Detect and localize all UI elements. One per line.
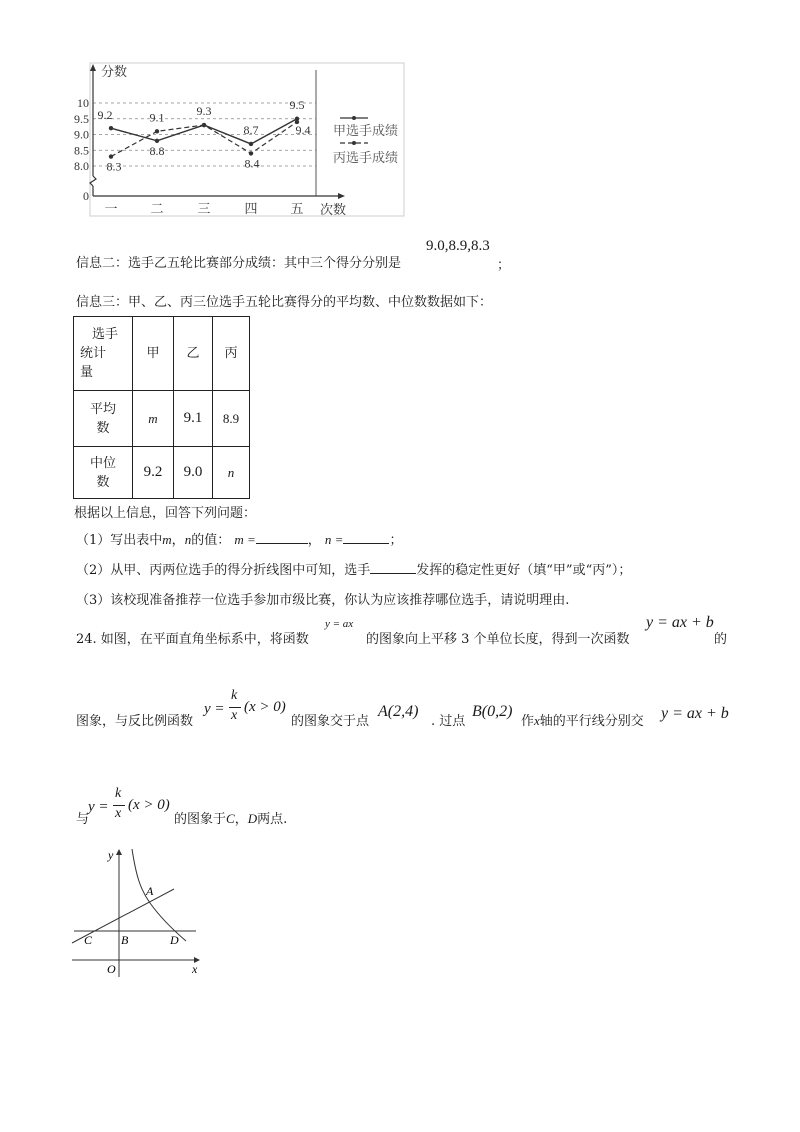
row-label-mean: [74, 391, 133, 447]
y-axis-arrow: [116, 849, 122, 855]
cell-median-yi: 9.0: [174, 447, 213, 499]
y-tick-label: 9.0: [74, 127, 89, 142]
p24-zuo: 作: [521, 714, 535, 729]
data-label-jia: 9.3: [196, 104, 212, 119]
question-2: [76, 559, 631, 578]
q1-sep: ，: [307, 533, 321, 548]
p24-func2-ref: y = ax + b: [661, 705, 729, 722]
info2-values: 9.0,8.9,8.3: [426, 238, 490, 254]
y-axis-title: 分数: [101, 64, 128, 79]
point-bing: [155, 129, 159, 133]
corner-line-1: 选手: [92, 327, 119, 342]
y-tick-label: 10: [77, 96, 89, 110]
data-label-bing: 9.4: [295, 122, 311, 137]
table-corner-cell: [74, 317, 133, 391]
fig-label-c: C: [84, 933, 93, 947]
row-label-median-2: 数: [96, 474, 110, 490]
q1-var-n: n: [184, 532, 192, 547]
corner-line-3: 量: [80, 365, 94, 380]
row-label-median-1: 中位: [89, 455, 116, 471]
fig-label-o: O: [107, 962, 116, 976]
legend-marker-jia: [352, 116, 356, 120]
p24-line3-text-b: [174, 808, 287, 827]
question-3: （3）该校现准备推荐一位选手参加市级比赛，你认为应该推荐哪位选手，请说明理由.: [76, 593, 570, 608]
data-label-jia: 8.8: [149, 143, 165, 158]
frac2-y: y =: [88, 799, 109, 815]
data-label-bing: 9.1: [149, 110, 165, 125]
p24-line3-text-e: 两点.: [257, 812, 288, 827]
point-bing: [202, 123, 206, 127]
info2-end: ；: [497, 258, 511, 273]
frac1-cond: (x > 0): [244, 699, 286, 715]
row-label-mean-2: 数: [96, 420, 110, 436]
p24-point-a: A(2,4): [378, 703, 419, 720]
answer-blank-n[interactable]: [343, 529, 389, 544]
info2-text: 信息二：选手乙五轮比赛部分成绩：其中三个得分分别是: [76, 256, 402, 271]
frac2-num: k: [115, 786, 122, 801]
frac1-y: y =: [204, 701, 225, 717]
chart-legend: [333, 116, 398, 165]
fig-label-y: y: [108, 848, 114, 862]
cell-median-jia: 9.2: [133, 447, 174, 499]
p24-de-tuxiang: 的图象于: [174, 812, 227, 827]
y-axis-break: [90, 176, 96, 186]
cell-median-bing: n: [213, 447, 250, 499]
p24-func2: y = ax + b: [646, 614, 714, 631]
point-bing: [109, 154, 113, 158]
fig-label-x: x: [192, 962, 198, 976]
q2-text-a: （2）从甲、丙两位选手的得分折线图中可知，选手: [76, 563, 371, 578]
q1-text-a: （1）写出表中: [76, 533, 163, 548]
header-jia: 甲: [133, 317, 174, 391]
x-tick-label: 四: [244, 201, 258, 216]
q1-var-m: m: [162, 532, 172, 547]
fig-label-b: B: [121, 933, 129, 947]
data-label-bing: 8.3: [106, 159, 122, 174]
y-tick-label: 8.5: [74, 143, 89, 158]
x-tick-label: 五: [290, 201, 304, 216]
p24-x: x: [534, 713, 540, 728]
y-tick-label: 9.5: [74, 111, 89, 126]
chart-labels: [74, 64, 346, 217]
series-line-jia: [111, 119, 297, 144]
row-label-mean-1: 平均: [89, 401, 116, 417]
p24-line1-text-b: 的图象向上平移 3 个单位长度，得到一次函数: [366, 632, 630, 647]
p24-d: D: [247, 811, 258, 826]
header-yi: 乙: [174, 317, 213, 391]
stats-table: [73, 316, 250, 499]
chart-frame: [90, 63, 404, 216]
p24-line3-text-a: 与: [76, 812, 90, 827]
point-bing: [249, 151, 253, 155]
table-row: [74, 391, 250, 447]
y-axis-arrow: [90, 64, 96, 71]
p24-line2-text-b: 的图象交于点: [291, 714, 370, 729]
data-label-bing: 8.4: [244, 156, 260, 171]
p24-line2-text-e: 轴的平行线分别交: [539, 714, 644, 729]
p24-line1-text-c: 的: [714, 632, 728, 647]
score-line-chart: [0, 0, 430, 225]
q1-comma: ，: [171, 533, 185, 548]
p24-c: C: [226, 811, 235, 826]
legend-label-jia: 甲选手成绩: [333, 123, 399, 138]
info2-line: [76, 252, 401, 271]
frac2-cond: (x > 0): [128, 797, 170, 813]
p24-line2-text-d: [521, 710, 644, 729]
point-jia: [249, 142, 253, 146]
coordinate-figure: [70, 845, 210, 980]
chart-outer-frame: [90, 63, 404, 216]
p24-sep: ，: [234, 812, 248, 827]
row-label-median: [74, 447, 133, 499]
info3-text: 信息三：甲、乙、丙三位选手五轮比赛得分的平均数、中位数数据如下：: [76, 295, 493, 310]
fig-label-a: A: [146, 884, 154, 898]
p24-point-b: B(0,2): [472, 703, 513, 720]
q1-text-b: 的值：: [191, 533, 231, 548]
q1-n-eq: n =: [324, 532, 344, 547]
q1-end: ；: [389, 533, 403, 548]
questions-intro: 根据以上信息，回答下列问题：: [74, 506, 257, 521]
table-row: [74, 447, 250, 499]
x-axis-title: 次数: [320, 202, 347, 217]
table-header-row: [74, 317, 250, 391]
data-label-jia: 8.7: [243, 122, 259, 137]
frac1-den: x: [231, 708, 238, 723]
data-label-jia: 9.2: [97, 108, 113, 123]
legend-label-bing: 丙选手成绩: [333, 150, 399, 165]
y-tick-label: 8.0: [74, 159, 89, 173]
frac2-den: x: [115, 806, 122, 821]
cell-mean-yi: 9.1: [174, 391, 213, 447]
legend-marker-bing: [352, 141, 356, 145]
p24-line2-text-c: . 过点: [431, 714, 466, 729]
q2-text-b: 发挥的稳定性更好（填“甲”或“丙”）；: [416, 563, 632, 578]
corner-line-2: 统计: [80, 346, 107, 361]
answer-blank-m[interactable]: [256, 529, 308, 544]
point-jia: [109, 126, 113, 130]
cell-mean-jia: m: [133, 391, 174, 447]
question-1: [76, 529, 402, 548]
cell-mean-bing: 8.9: [213, 391, 250, 447]
header-bing: 丙: [213, 317, 250, 391]
chart-series: [109, 117, 299, 159]
x-tick-label: 二: [150, 201, 164, 216]
p24-func1: y = ax: [325, 618, 354, 630]
x-tick-label: 三: [197, 201, 211, 216]
fig-label-d: D: [170, 933, 179, 947]
hyperbola-curve: [132, 849, 186, 941]
p24-line1-text-a: 24. 如图，在平面直角坐标系中，将函数: [76, 632, 309, 647]
answer-blank-player[interactable]: [370, 559, 416, 574]
frac1-num: k: [231, 688, 238, 703]
x-axis-arrow: [338, 193, 345, 199]
q1-m-eq: m =: [234, 532, 256, 547]
point-jia: [155, 139, 159, 143]
y-tick-label: 0: [83, 189, 89, 203]
x-tick-label: 一: [104, 201, 118, 216]
data-label-jia: 9.5: [289, 97, 305, 112]
p24-line2-text-a: 图象，与反比例函数: [76, 714, 194, 729]
